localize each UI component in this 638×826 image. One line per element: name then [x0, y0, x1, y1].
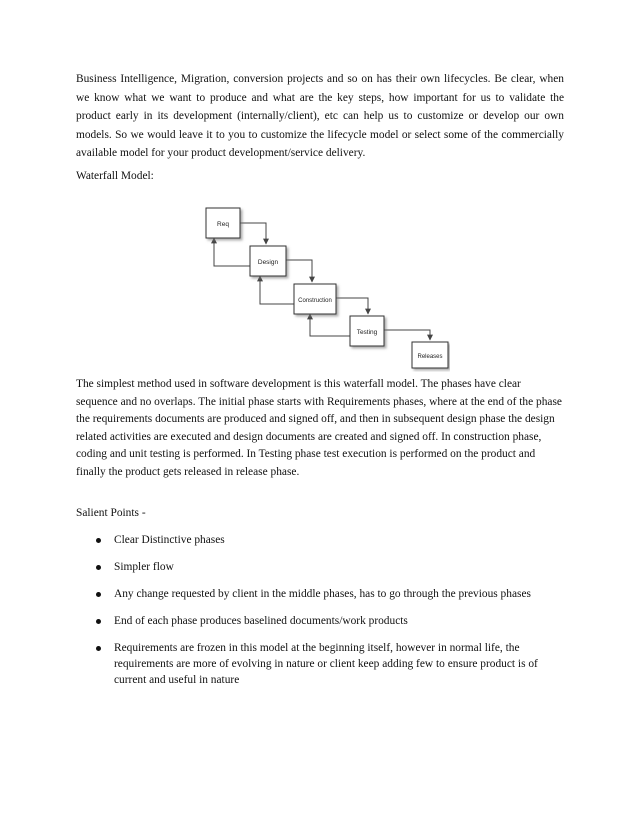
phase-construction — [294, 284, 336, 314]
list-item-text: Clear Distinctive phases — [114, 534, 225, 546]
arrow-construction-to-testing — [336, 298, 368, 314]
arrow-testing-to-releases — [384, 330, 430, 340]
phase-testing — [350, 316, 384, 346]
list-item — [76, 532, 564, 548]
phase-design — [250, 246, 286, 276]
bullet-icon — [96, 565, 101, 570]
bullet-icon — [96, 592, 101, 597]
phase-req — [206, 208, 240, 238]
waterfall-diagram — [198, 196, 450, 372]
arrow-design-to-construction — [286, 260, 312, 282]
list-item-text: Requirements are frozen in this model at the beginning itself, however in normal life, the requirements are more of evolving in nature or client keep adding few to ensure product is of current and useful in nature — [114, 642, 538, 686]
list-item — [76, 613, 564, 629]
feedback-design-to-req — [214, 238, 250, 266]
feedback-testing-to-construction — [310, 314, 350, 336]
arrow-req-to-design — [240, 223, 266, 244]
list-item — [76, 559, 564, 575]
list-item-text: End of each phase produces baselined documents/work products — [114, 615, 408, 627]
phase-testing-label: Testing — [356, 329, 378, 336]
phase-releases — [412, 342, 448, 368]
list-item — [76, 640, 564, 688]
phase-releases-label: Releases — [417, 354, 443, 360]
intro-paragraph: Business Intelligence, Migration, conversion projects and so on has their own lifecycles. Be clear, when we know what we want to produce and what are the key steps, how important for us to validate the product early in its development (internally/client), etc can help us to customize or develop our own models. So we would leave it to you to customize the lifecycle model or select some of the commercially available model for your product development/service delivery. — [76, 73, 564, 160]
waterfall-description: The simplest method used in software development is this waterfall model. The phases have clear sequence and no overlaps. The initial phase starts with Requirements phases, where at the end of the phase the requirements documents are produced and signed off, and then in subsequent design phase the design related activities are executed and design documents are created and signed off. In construction phase, coding and unit testing is performed. In Testing phase test execution is performed on the product and finally the product gets released in release phase. — [76, 378, 562, 478]
phase-construction-label: Construction — [298, 298, 332, 304]
list-item — [76, 586, 564, 602]
phase-req-label: Req — [217, 221, 229, 228]
bullet-icon — [96, 646, 101, 651]
list-item-text: Simpler flow — [114, 561, 174, 573]
feedback-construction-to-design — [260, 276, 294, 304]
waterfall-model-heading: Waterfall Model: — [76, 170, 154, 182]
bullet-icon — [96, 538, 101, 543]
salient-points-list — [76, 532, 564, 688]
phase-design-label: Design — [257, 259, 279, 266]
bullet-icon — [96, 619, 101, 624]
list-item-text: Any change requested by client in the middle phases, has to go through the previous phases — [114, 588, 531, 600]
salient-points-heading: Salient Points - — [76, 507, 146, 519]
